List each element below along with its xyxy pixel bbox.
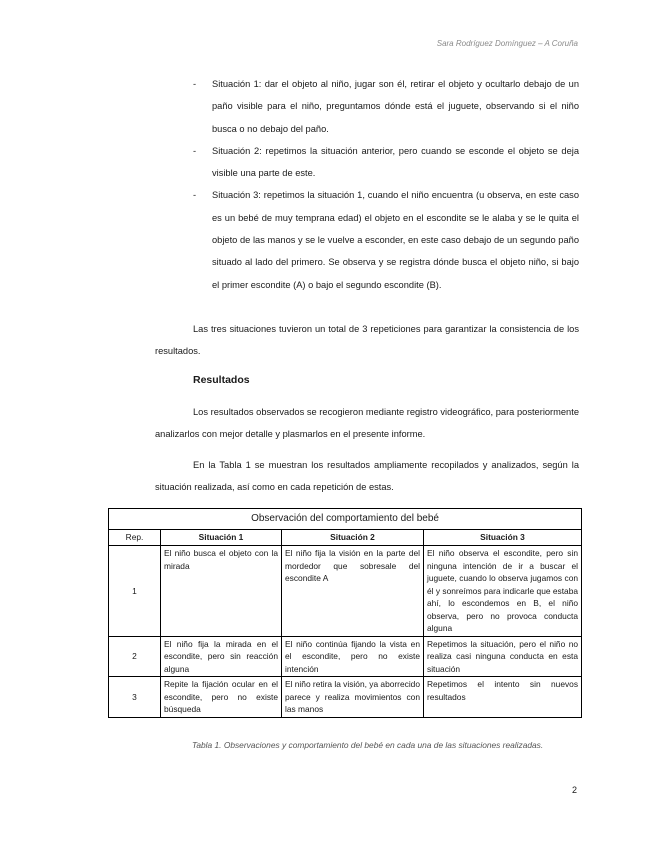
- table-header-row: [109, 530, 582, 546]
- table-row: [109, 677, 582, 718]
- page-header-author: Sara Rodríguez Domínguez – A Coruña: [436, 39, 578, 48]
- table-cell: Repetimos el intento sin nuevos resultados: [424, 677, 582, 718]
- list-item-situation-1: - Situación 1: dar el objeto al niño, jugar son él, retirar el objeto y ocultarlo debajo de un paño visible para el niño, preguntamos dónde está el juguete, observando si el niño busca o no debajo del paño.: [193, 73, 579, 140]
- table-cell: El niño fija la mirada en el escondite, pero sin reacción alguna: [161, 636, 282, 677]
- list-item-situation-3: - Situación 3: repetimos la situación 1, cuando el niño encuentra (u observa, en este caso es un bebé de muy temprana edad) el objeto en el escondite se le alaba y se le quita el objeto de las manos y se le vuelve a esconder, en este caso debajo de un segundo paño situado al lado del primero. Se observa y se registra dónde busca el objeto niño, si bajo el primer escondite (A) o bajo el segundo escondite (B).: [193, 184, 579, 295]
- table-cell: El niño busca el objeto con la mirada: [161, 546, 282, 637]
- table-title: Observación del comportamiento del bebé: [109, 509, 582, 530]
- list-item-situation-2: - Situación 2: repetimos la situación anterior, pero cuando se esconde el objeto se deja visible una parte de este.: [193, 140, 579, 185]
- paragraph-repetitions: Las tres situaciones tuvieron un total de 3 repeticiones para garantizar la consistencia de los resultados.: [155, 324, 579, 356]
- situations-list: [193, 73, 579, 296]
- table-cell: Repite la fijación ocular en el escondite, pero no existe búsqueda: [161, 677, 282, 718]
- table-cell-rep: 3: [109, 677, 161, 718]
- table-row: [109, 636, 582, 677]
- table-header-rep: Rep.: [109, 530, 161, 546]
- table-cell: El niño retira la visión, ya aborrecido parece y realiza movimientos con las manos: [282, 677, 424, 718]
- table-cell: El niño continúa fijando la vista en el escondite, pero no existe intención: [282, 636, 424, 677]
- table-cell: El niño fija la visión en la parte del mordedor que sobresale del escondite A: [282, 546, 424, 637]
- table-cell: Repetimos la situación, pero el niño no realiza casi ninguna conducta en esta situación: [424, 636, 582, 677]
- observation-table: [108, 508, 582, 718]
- table-cell-rep: 1: [109, 546, 161, 637]
- table-cell: El niño observa el escondite, pero sin ninguna intención de ir a buscar el juguete, cuando lo observa jugamos con él y sonreímos para indicarle que estaba ahí, lo escondemos en B, el niño observa, pero no provoca conducta alguna: [424, 546, 582, 637]
- table-header-situation-3: Situación 3: [424, 530, 582, 546]
- page-number: 2: [571, 785, 577, 795]
- paragraph-results-method: Los resultados observados se recogieron mediante registro videográfico, para posteriormente analizarlos con mejor detalle y plasmarlos en el presente informe.: [155, 407, 579, 439]
- table-header-situation-2: Situación 2: [282, 530, 424, 546]
- table-caption: Tabla 1. Observaciones y comportamiento del bebé en cada una de las situaciones realizadas.: [192, 740, 544, 750]
- section-heading-resultados: Resultados: [193, 374, 250, 386]
- table-row: [109, 546, 582, 637]
- table-cell-rep: 2: [109, 636, 161, 677]
- paragraph-table-intro: En la Tabla 1 se muestran los resultados ampliamente recopilados y analizados, según la situación realizada, así como en cada repetición de estas.: [155, 460, 579, 492]
- table-header-situation-1: Situación 1: [161, 530, 282, 546]
